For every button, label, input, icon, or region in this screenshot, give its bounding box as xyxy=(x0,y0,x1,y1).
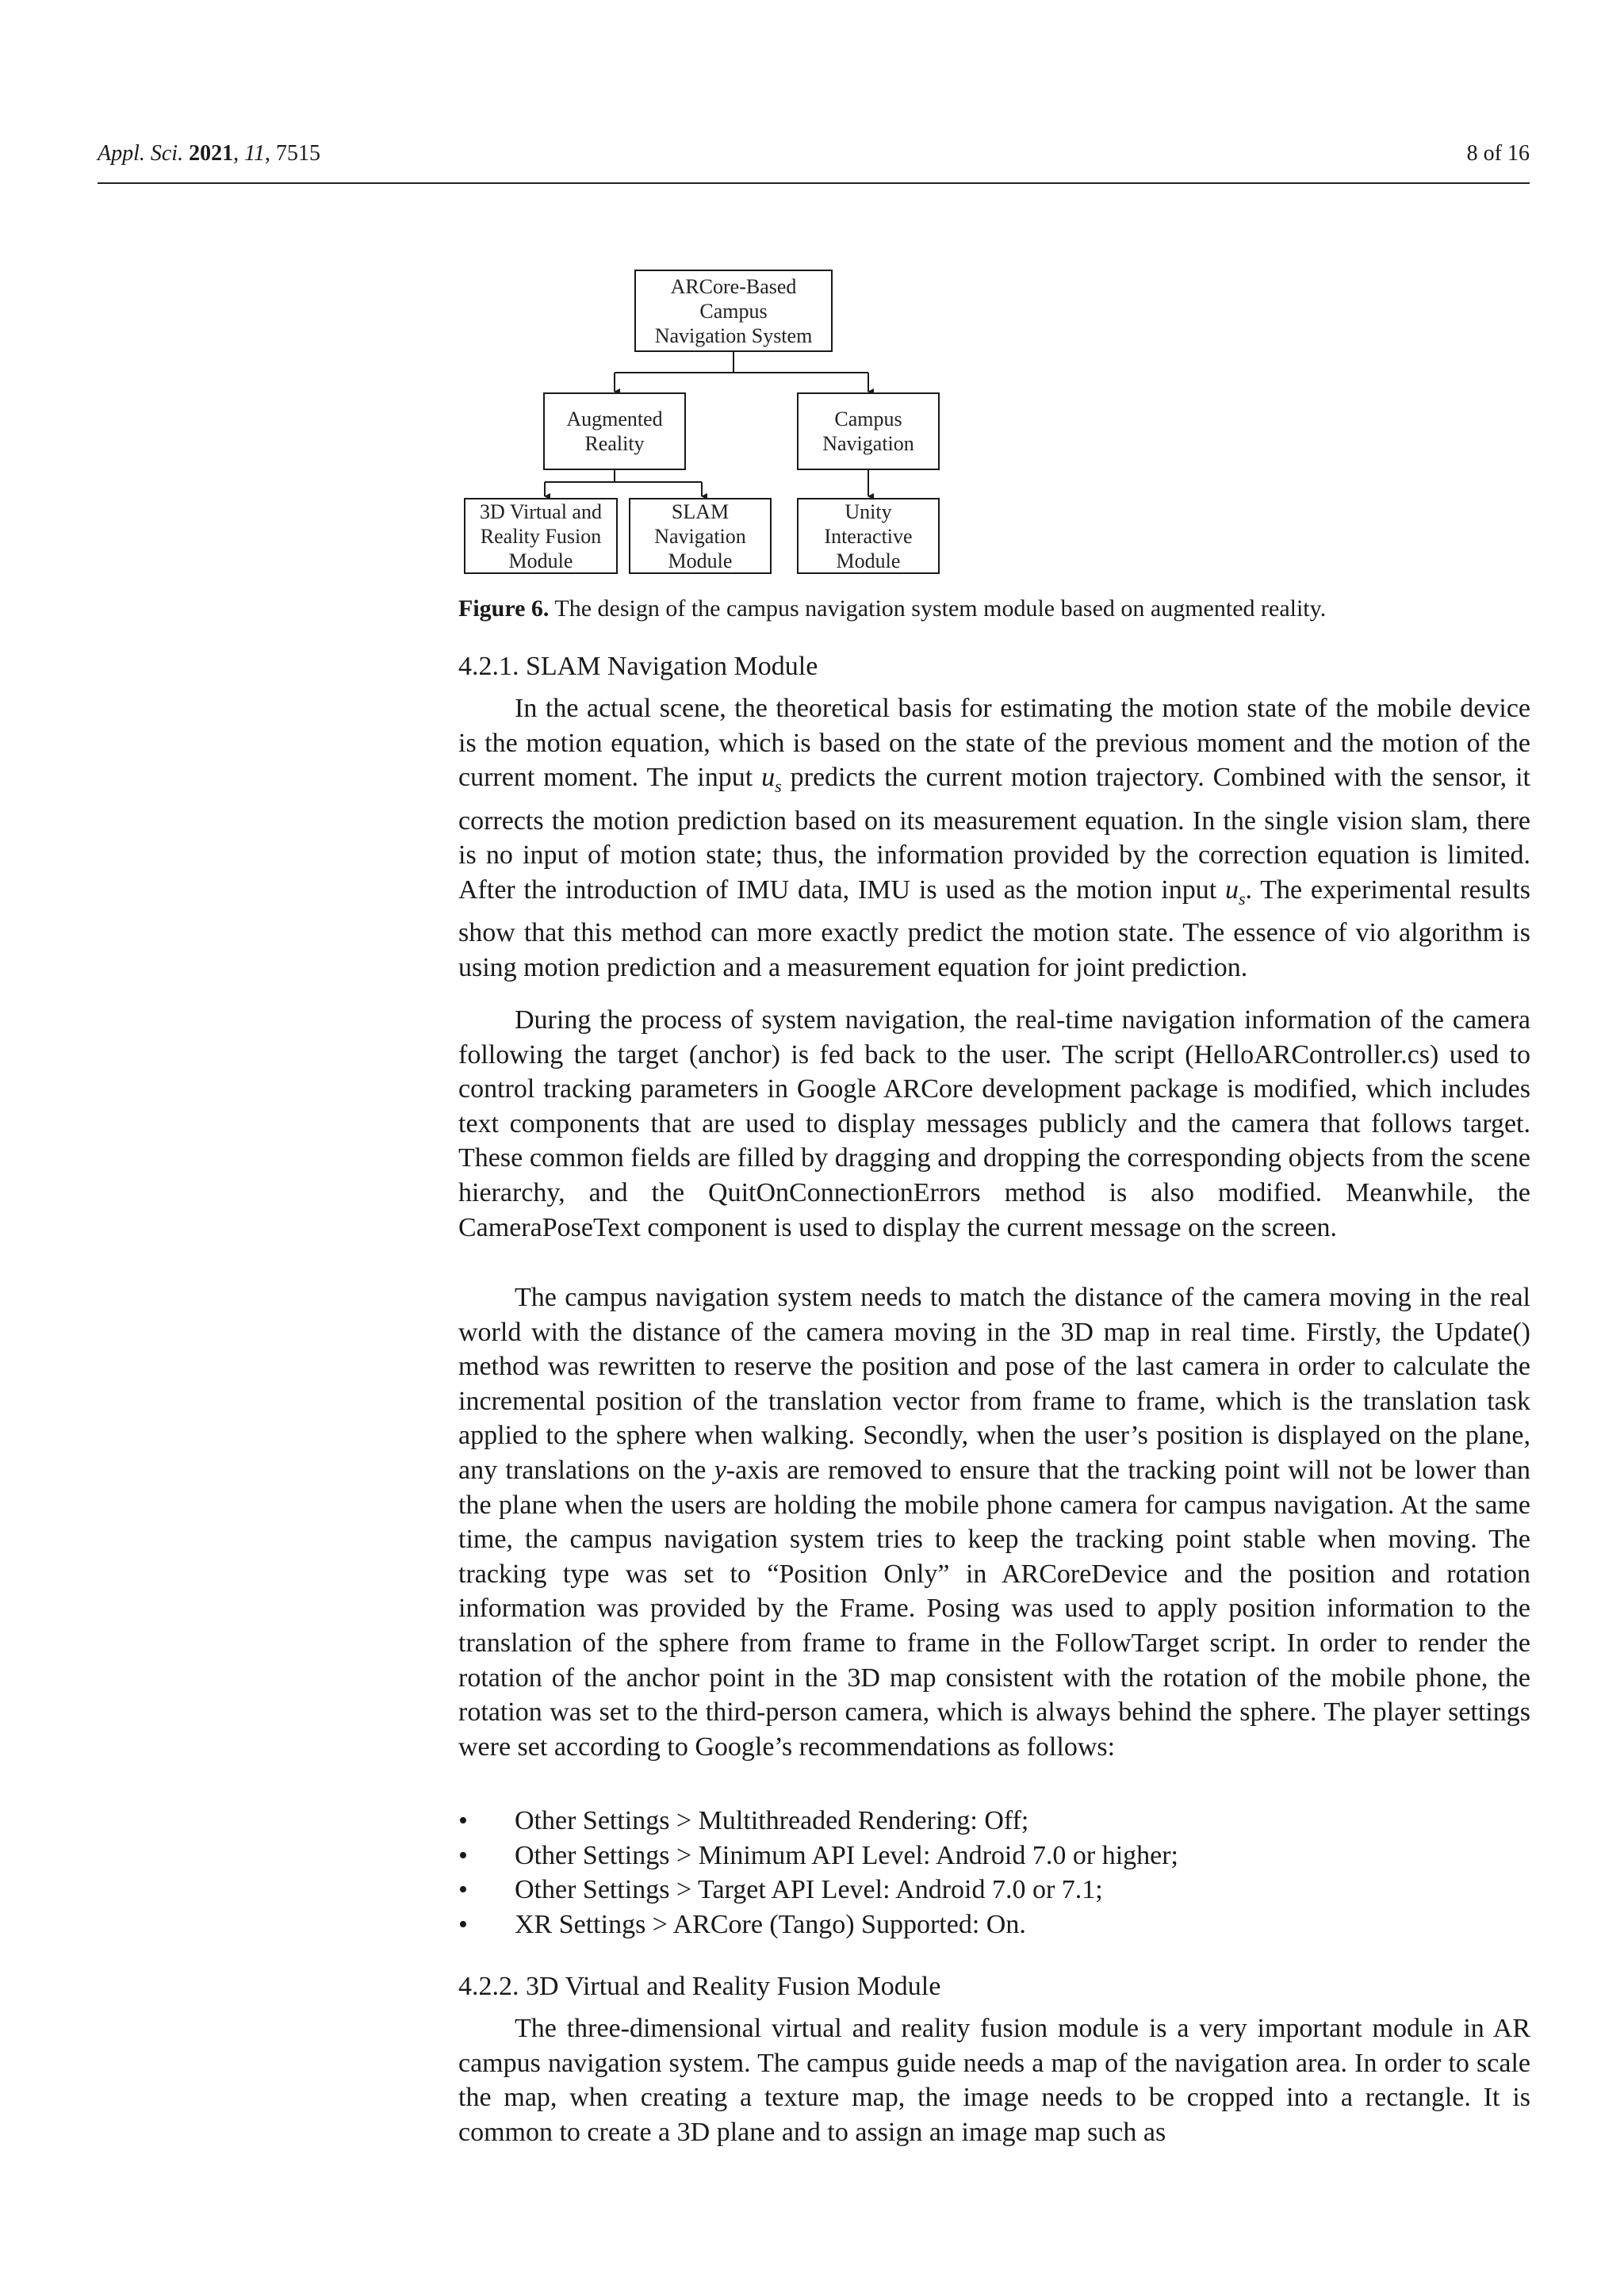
bullet-icon: • xyxy=(458,1840,468,1870)
var-u-subscript: s xyxy=(1238,888,1246,909)
journal-volume: 11 xyxy=(244,141,266,166)
caption-text: The design of the campus navigation system module based on augmented reality. xyxy=(549,595,1327,622)
list-item-text: XR Settings > ARCore (Tango) Supported: On. xyxy=(515,1909,1026,1939)
bullet-icon: • xyxy=(458,1909,468,1939)
journal-year: 2021 xyxy=(189,141,234,166)
running-header xyxy=(98,141,1530,173)
p1-text-c: . The experimental results show that this method can more exactly predict the motion state. The essence of vio algorithm is using motion prediction and a measurement equation for joint prediction. xyxy=(458,874,1530,982)
p1-text-a: In the actual scene, the theoretical basis for estimating the motion state of the mobile device is the motion equation, which is based on the state of the previous moment and the motion of the current moment. The input xyxy=(458,694,1530,793)
p3-text-a: The campus navigation system needs to match the distance of the camera moving in the real world with the distance of the camera moving in the 3D map in real time. Firstly, the Update() method was rewritten to reserve the position and pose of the last camera in order to calculate the incremental position of the translation vector from frame to frame, which is the translation task applied to the sphere when walking. Secondly, when the user’s position is displayed on the plane, any translations on the xyxy=(458,1283,1530,1485)
node-unity-module: Unity Interactive Module xyxy=(797,498,940,574)
paragraph-fusion-module: The three-dimensional virtual and reality fusion module is a very important module in AR campus navigation system. The campus guide needs a map of the navigation area. In order to scale the map, when creating a texture map, the image needs to be cropped into a rectangle. It is common to create a 3D plane and to assign an image map such as xyxy=(458,2014,1530,2147)
node-slam-module: SLAM Navigation Module xyxy=(629,498,772,574)
caption-label: Figure 6. xyxy=(458,595,550,622)
list-item xyxy=(458,1804,1530,1839)
list-item-text: Other Settings > Multithreaded Rendering: Off; xyxy=(515,1806,1029,1835)
bullet-icon: • xyxy=(458,1875,468,1905)
paragraph-distance-matching xyxy=(458,1280,1530,1764)
figure-caption xyxy=(458,595,1537,622)
p1-text-b: predicts the current motion trajectory. Combined with the sensor, it corrects the motion prediction based on its measurement equation. In the single vision slam, there is no input of motion state; thus, the information provided by the correction equation is limited. After the introduction of IMU data, IMU is used as the motion input xyxy=(458,763,1530,905)
journal-name: Appl. Sci. xyxy=(98,141,184,166)
var-u-subscript: s xyxy=(775,775,782,796)
list-item xyxy=(458,1873,1530,1908)
bullet-icon: • xyxy=(458,1806,468,1835)
paragraph-navigation-process: During the process of system navigation, the real-time navigation information of the camera following the target (anchor) is fed back to the user. The script (HelloARController.cs) used to control tracking parameters in Google ARCore development package is modified, which includes text components that are used to display messages publicly and the camera that follows target. These common fields are filled by dragging and dropping the corresponding objects from the scene hierarchy, and the QuitOnConnectionErrors method is also modified. Meanwhile, the CameraPoseText component is used to display the current message on the screen. xyxy=(458,1005,1530,1242)
node-arcore-campus-navigation-system: ARCore-Based Campus Navigation System xyxy=(634,270,833,352)
page-number: 8 of 16 xyxy=(1466,141,1530,166)
player-settings-list xyxy=(458,1804,1530,1942)
node-campus-navigation: Campus Navigation xyxy=(797,392,940,470)
header-rule xyxy=(98,182,1530,184)
journal-citation: Appl. Sci. 2021, 11, 7515 xyxy=(98,141,321,166)
list-item-text: Other Settings > Minimum API Level: Android 7.0 or higher; xyxy=(515,1840,1179,1870)
ar-connector xyxy=(545,469,702,482)
node-fusion-module: 3D Virtual and Reality Fusion Module xyxy=(464,498,618,574)
section-heading-slam: 4.2.1. SLAM Navigation Module xyxy=(458,652,818,681)
paragraph-motion-equation xyxy=(458,691,1530,985)
axis-variable: y xyxy=(714,1455,726,1485)
node-augmented-reality: Augmented Reality xyxy=(543,392,686,470)
list-item xyxy=(458,1839,1530,1873)
var-u: u xyxy=(1224,874,1239,905)
section-heading-fusion: 4.2.2. 3D Virtual and Reality Fusion Module xyxy=(458,1972,941,2001)
list-item xyxy=(458,1908,1530,1942)
article-number: 7515 xyxy=(276,141,321,166)
root-connector xyxy=(615,350,868,373)
p3-text-b: -axis are removed to ensure that the tracking point will not be lower than the plane when the users are holding the mobile phone camera for campus navigation. At the same time, the campus navigation system tries to keep the tracking point stable when moving. The tracking type was set to “Position Only” in ARCoreDevice and the position and rotation information was provided by the Frame. Posing was used to apply position information to the translation of the sphere from frame to frame in the FollowTarget script. In order to render the rotation of the anchor point in the 3D map consistent with the rotation of the mobile phone, the rotation was set to the third-person camera, which is always behind the sphere. The player settings were set according to Google’s recommendations as follows: xyxy=(458,1455,1530,1762)
figure-6-diagram xyxy=(456,262,948,579)
list-item-text: Other Settings > Target API Level: Android 7.0 or 7.1; xyxy=(515,1875,1103,1905)
var-u: u xyxy=(761,763,776,793)
